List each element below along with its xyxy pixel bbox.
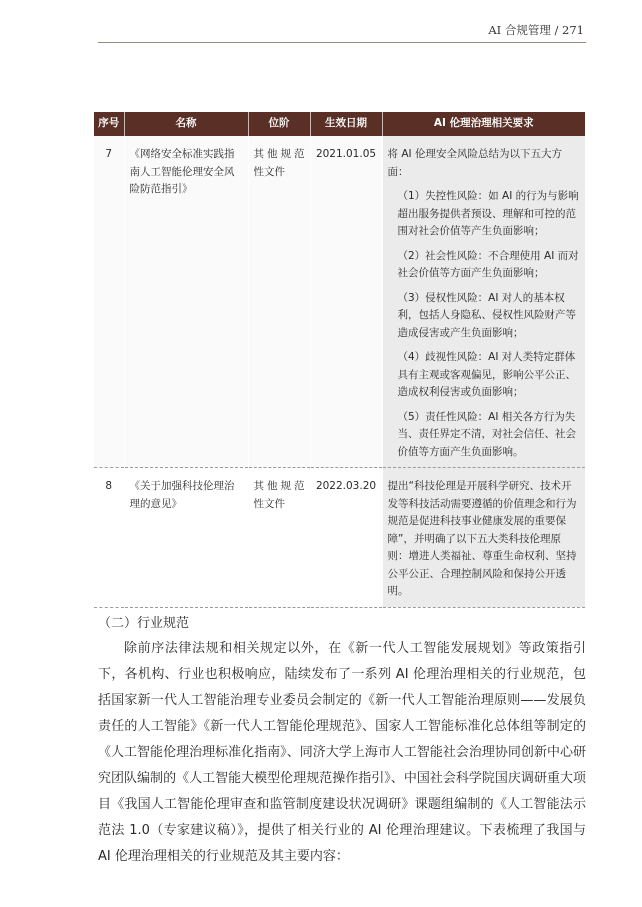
row-date: 2021.01.05 xyxy=(310,136,382,468)
running-header: AI 合规管理 / 271 xyxy=(488,23,584,37)
requirement-paragraph: （1）失控性风险：如 AI 的行为与影响超出服务提供者预设、理解和可控的范围对社会价值等产生负面影响； xyxy=(397,190,579,237)
column-header-name: 名称 xyxy=(124,112,248,136)
table-header-row xyxy=(94,112,585,136)
row-name: 《网络安全标准实践指南人工智能伦理安全风险防范指引》 xyxy=(124,136,248,468)
regulation-table xyxy=(94,112,585,608)
requirement-paragraph: 将 AI 伦理安全风险总结为以下五大方面： xyxy=(387,148,562,178)
column-header-requirements: AI 伦理治理相关要求 xyxy=(382,112,585,136)
requirement-paragraph: （2）社会性风险：不合理使用 AI 而对社会价值等方面产生负面影响； xyxy=(397,249,579,279)
requirement-paragraph: 提出“科技伦理是开展科学研究、技术开发等科技活动需要遵循的价值理念和行为规范是促进科技事业健康发展的重要保障”，并明确了以下五大类科技伦理原则：增进人类福祉、尊重生命权利、坚持公平公正、合理控制风险和保持公开透明。 xyxy=(387,480,577,597)
column-header-level: 位阶 xyxy=(248,112,310,136)
column-header-date: 生效日期 xyxy=(310,112,382,136)
row-index: 8 xyxy=(94,468,124,608)
row-level: 其他规范性文件 xyxy=(248,136,310,468)
table-row xyxy=(94,468,585,608)
header-rule xyxy=(98,42,586,43)
row-requirements xyxy=(382,136,585,468)
requirement-paragraph: （5）责任性风险：AI 相关各方行为失当、责任界定不清，对社会信任、社会价值等方面产生负面影响。 xyxy=(397,410,576,458)
row-date: 2022.03.20 xyxy=(310,468,382,608)
table-row xyxy=(94,136,585,468)
section-heading: （二）行业规范 xyxy=(98,616,190,631)
row-level: 其他规范性文件 xyxy=(248,468,310,608)
column-header-index: 序号 xyxy=(94,112,124,136)
requirement-paragraph: （4）歧视性风险：AI 对人类特定群体具有主观或客观偏见，影响公平公正、造成权利侵害或负面影响； xyxy=(397,351,576,398)
body-paragraph: 除前序法律法规和相关规定以外，在《新一代人工智能发展规划》等政策指引下，各机构、行业也积极响应，陆续发布了一系列 AI 伦理治理相关的行业规范，包括国家新一代人工智能治理专业委员会制定的《新一代人工智能治理原则——发展负责任的人工智能》《新一代人工智能伦理规范》、国家人工智能标准化总体组等制定的《人工智能伦理治理标准化指南》、同济大学上海市人工智能社会治理协同创新中心研究团队编制的《人工智能大模型伦理规范操作指引》、中国社会科学院国庆调研重大项目《我国人工智能伦理审查和监管制度建设状况调研》课题组编制的《人工智能法示范法 1.0（专家建议稿）》，提供了相关行业的 AI 伦理治理建议。下表梳理了我国与 AI 伦理治理相关的行业规范及其主要内容： xyxy=(98,641,586,864)
row-name: 《关于加强科技伦理治理的意见》 xyxy=(124,468,248,608)
row-requirements xyxy=(382,468,585,608)
row-index: 7 xyxy=(94,136,124,468)
requirement-paragraph: （3）侵权性风险：AI 对人的基本权利，包括人身隐私、侵权性风险财产等造成侵害或产生负面影响； xyxy=(397,291,576,339)
